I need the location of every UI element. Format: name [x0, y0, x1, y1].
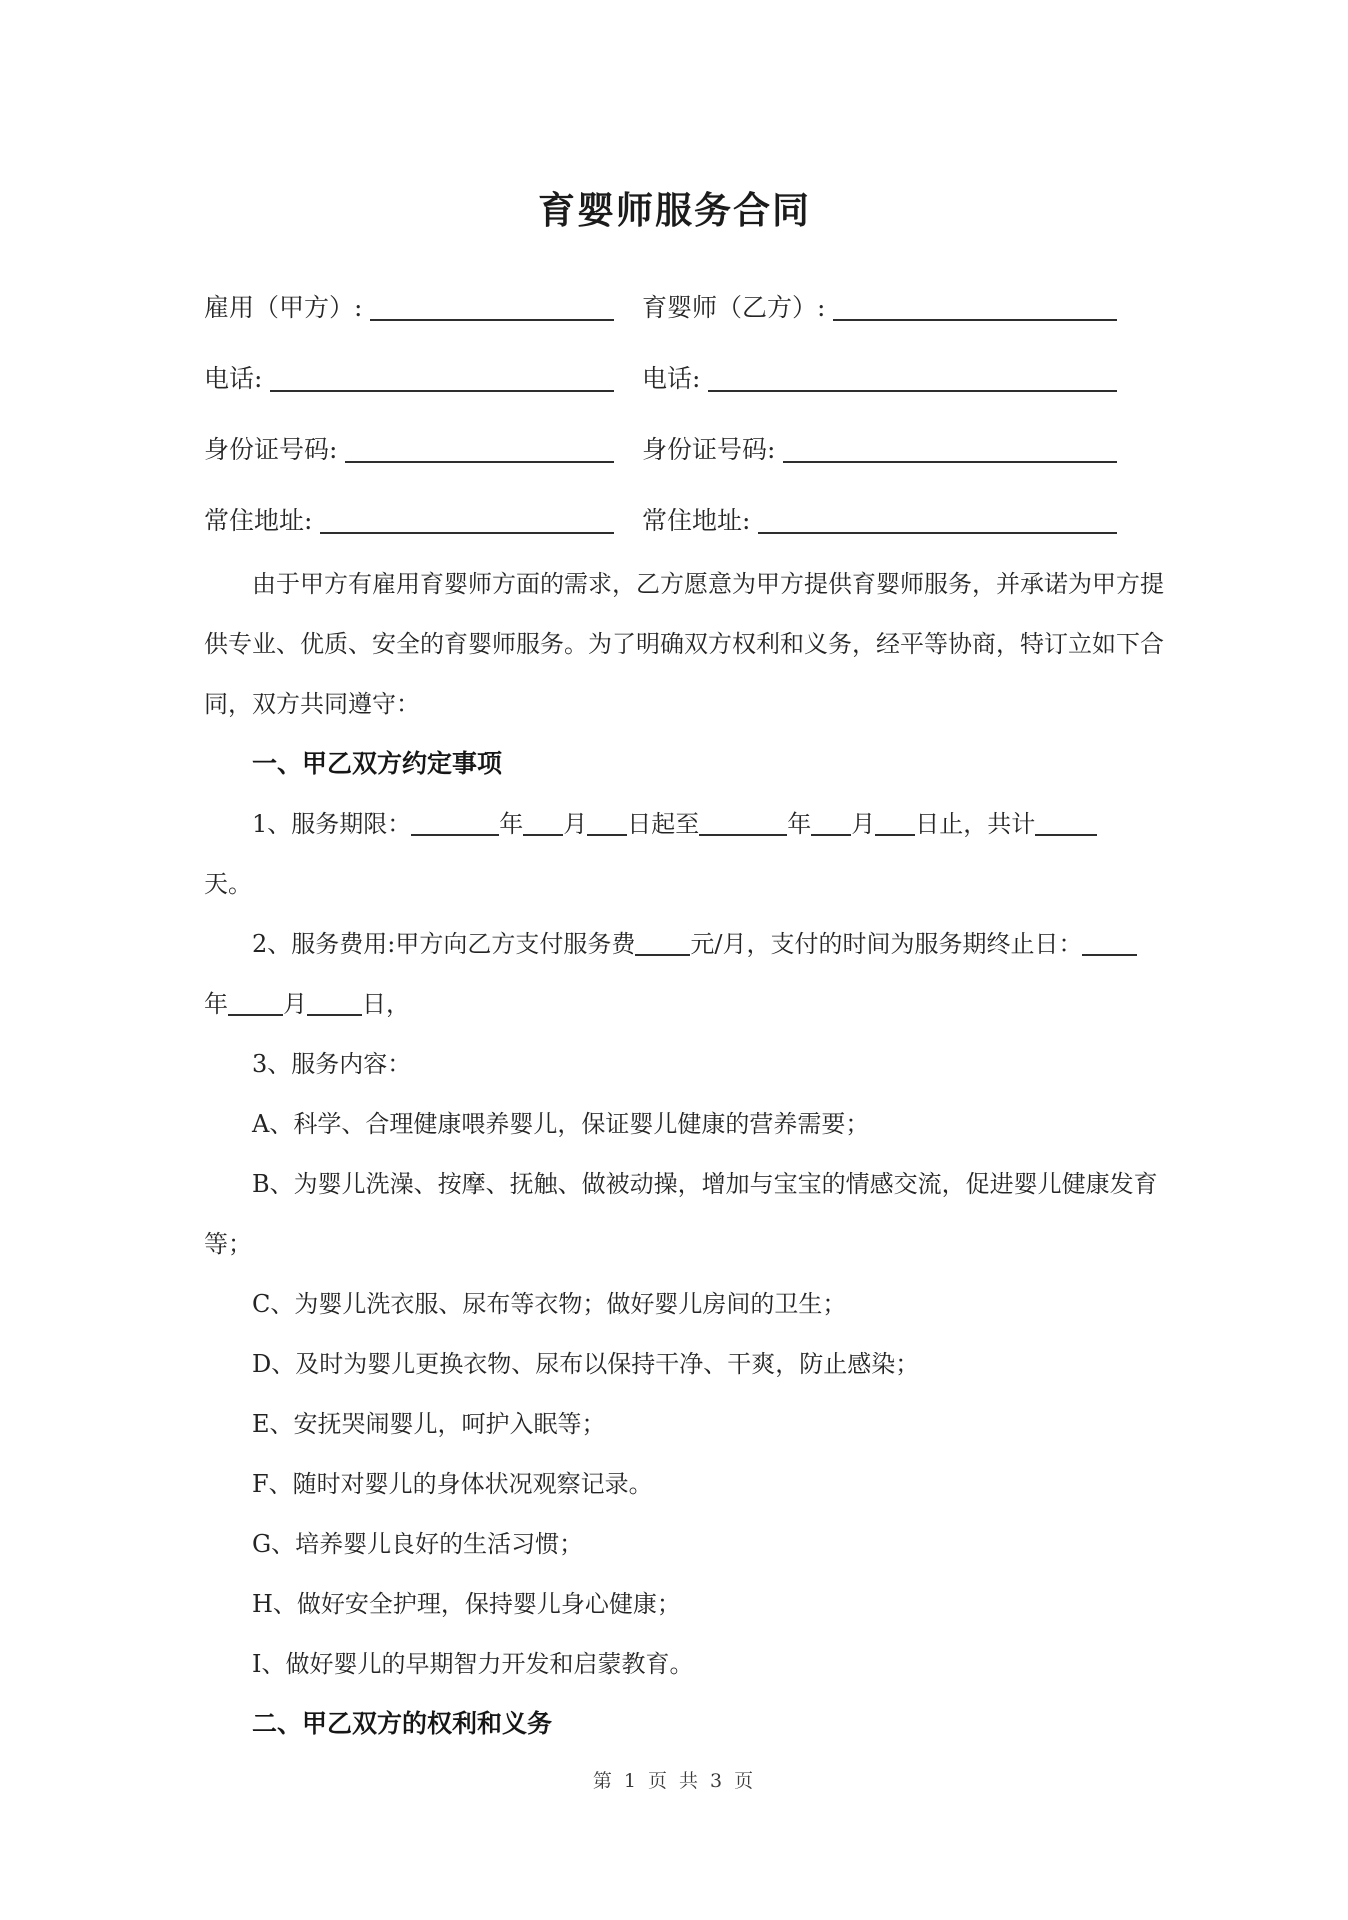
text-run: 年 — [204, 990, 228, 1018]
text-run: D、及时为婴儿更换衣物、尿布以保持干净、干爽，防止感染； — [252, 1350, 920, 1378]
blank-line — [320, 530, 614, 534]
text-run: E、安抚哭闹婴儿，呵护入眠等； — [252, 1410, 606, 1438]
form-label: 常住地址: — [642, 505, 751, 535]
text-run: 1、服务期限： — [252, 810, 412, 838]
blank-line — [811, 830, 851, 836]
form-col-right — [642, 501, 1117, 537]
text-run: 日起至 — [627, 810, 700, 838]
blank-line — [345, 459, 614, 463]
body-line — [204, 1214, 1145, 1274]
form-label: 雇用（甲方）: — [204, 292, 363, 322]
body-line — [204, 674, 1145, 734]
text-run: 月 — [283, 990, 307, 1018]
blank-line — [1035, 830, 1097, 836]
text-run: B、为婴儿洗澡、按摩、抚触、做被动操，增加与宝宝的情感交流，促进婴儿健康发育 — [252, 1170, 1158, 1198]
form-row — [204, 270, 1145, 341]
blank-line — [635, 950, 690, 956]
form-col-left — [204, 430, 614, 466]
parties-form — [204, 270, 1145, 554]
blank-line — [587, 830, 627, 836]
body-line — [204, 554, 1164, 614]
body-line — [204, 974, 1145, 1034]
form-row — [204, 483, 1145, 554]
text-run: C、为婴儿洗衣服、尿布等衣物；做好婴儿房间的卫生； — [252, 1290, 847, 1318]
body-line — [204, 1034, 1145, 1094]
document-title: 育婴师服务合同 — [538, 188, 811, 232]
form-label: 电话: — [642, 363, 701, 393]
form-col-left — [204, 288, 614, 324]
contract-body — [204, 554, 1164, 1754]
body-line — [204, 1334, 1145, 1394]
blank-line — [699, 830, 787, 836]
text-run: 2、服务费用:甲方向乙方支付服务费 — [252, 930, 636, 958]
blank-line — [270, 388, 614, 392]
body-line — [204, 1394, 1145, 1454]
text-run: H、做好安全护理，保持婴儿身心健康； — [252, 1590, 681, 1618]
section-heading — [204, 734, 1145, 794]
form-label: 身份证号码: — [204, 434, 338, 464]
blank-line — [875, 830, 915, 836]
body-line — [204, 1514, 1145, 1574]
text-run: 月 — [851, 810, 876, 838]
blank-line — [783, 459, 1117, 463]
text-run: 供专业、优质、安全的育婴师服务。为了明确双方权利和义务，经平等协商，特订立如下合 — [204, 630, 1164, 658]
text-run: 天。 — [204, 870, 252, 898]
form-col-right — [642, 288, 1117, 324]
body-line — [204, 614, 1164, 674]
text-run: A、科学、合理健康喂养婴儿，保证婴儿健康的营养需要； — [252, 1110, 870, 1138]
blank-line — [370, 317, 614, 321]
body-line — [204, 1454, 1145, 1514]
blank-line — [833, 317, 1117, 321]
form-row — [204, 412, 1145, 483]
body-line — [204, 914, 1145, 974]
text-run: 日止，共计 — [915, 810, 1036, 838]
form-label: 常住地址: — [204, 505, 313, 535]
body-line — [204, 1634, 1145, 1694]
text-run: 日， — [362, 990, 410, 1018]
text-run: 3、服务内容： — [252, 1050, 412, 1078]
text-run: F、随时对婴儿的身体状况观察记录。 — [252, 1470, 653, 1498]
form-label: 育婴师（乙方）: — [642, 292, 826, 322]
text-run: 年 — [499, 810, 524, 838]
text-run: 等； — [204, 1230, 252, 1258]
blank-line — [758, 530, 1117, 534]
body-line — [204, 1094, 1145, 1154]
body-line — [204, 854, 1145, 914]
blank-line — [523, 830, 563, 836]
blank-line — [1082, 950, 1137, 956]
body-line — [204, 1154, 1158, 1214]
form-col-right — [642, 359, 1117, 395]
form-col-right — [642, 430, 1117, 466]
text-run: 同，双方共同遵守： — [204, 690, 420, 718]
text-run: 年 — [787, 810, 812, 838]
form-label: 身份证号码: — [642, 434, 776, 464]
text-run: 元/月，支付的时间为服务期终止日： — [690, 930, 1083, 958]
form-row — [204, 341, 1145, 412]
blank-line — [411, 830, 499, 836]
blank-line — [307, 1010, 362, 1016]
blank-line — [228, 1010, 283, 1016]
section-heading — [204, 1694, 1145, 1754]
page-footer: 第 1 页 共 3 页 — [592, 1770, 757, 1792]
text-run: 一、甲乙双方约定事项 — [252, 749, 503, 778]
text-run: 二、甲乙双方的权利和义务 — [252, 1709, 553, 1738]
text-run: G、培养婴儿良好的生活习惯； — [252, 1530, 584, 1558]
body-line — [204, 1574, 1145, 1634]
body-line — [204, 794, 1145, 854]
text-run: I、做好婴儿的早期智力开发和启蒙教育。 — [252, 1650, 694, 1678]
form-label: 电话: — [204, 363, 263, 393]
text-run: 由于甲方有雇用育婴师方面的需求，乙方愿意为甲方提供育婴师服务，并承诺为甲方提 — [252, 570, 1164, 598]
form-col-left — [204, 359, 614, 395]
body-line — [204, 1274, 1145, 1334]
blank-line — [708, 388, 1117, 392]
form-col-left — [204, 501, 614, 537]
text-run: 月 — [563, 810, 588, 838]
